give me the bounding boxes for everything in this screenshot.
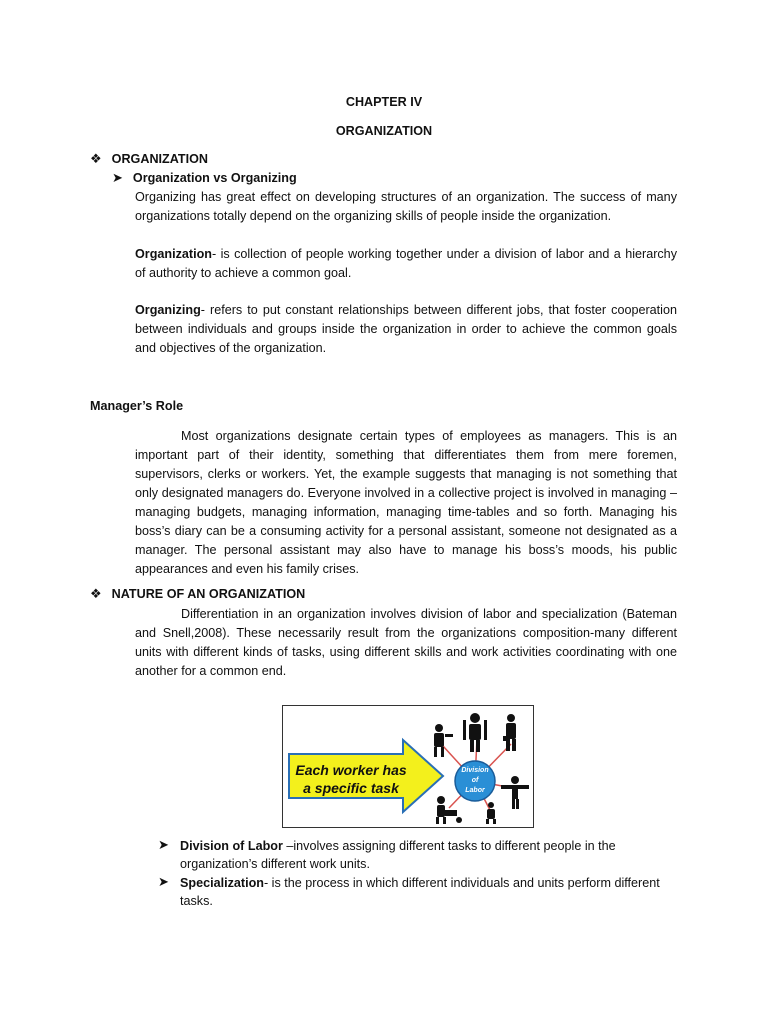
worker-cross-icon xyxy=(501,776,529,809)
definition-term: Organizing xyxy=(135,303,201,317)
nature-paragraph: Differentiation in an organization involves division of labor and specialization (Bateman and Snell,2008). These necessarily result from the organizations composition-many different units with different kinds of tasks, using different skills and work activities coordinating with one another for a common end. xyxy=(135,607,677,678)
definition-organization xyxy=(135,245,677,283)
definition-text: - is collection of people working together under a division of labor and a hierarchy of authority to achieve a common goal. xyxy=(135,247,677,280)
circle-text-line1: Division xyxy=(461,767,489,774)
division-of-labor-illustration xyxy=(283,706,533,827)
section-organization-label: ORGANIZATION xyxy=(111,152,208,166)
list-item-term: Specialization xyxy=(180,876,264,890)
list-item-body xyxy=(180,837,678,873)
chapter-title: ORGANIZATION xyxy=(335,124,433,138)
division-of-labor-figure xyxy=(282,705,534,828)
managers-role-paragraph: Most organizations designate certain types of employees as managers. This is an important part of their identity, something that differentiates them from mere foremen, supervisors, clerks or workers. Yet, the example suggests that managing is not something that only designated managers do. Everyone involved in a collective project is involved in managing – managing budgets, managing information, managing time-tables and so forth. Managing his boss’s diary can be a consuming activity for a personal assistant, someone not designated as a manager. The personal assistant may also have to manage his boss’s moods, his public appearances and even his family crises. xyxy=(135,429,677,576)
diamond-bullet-icon: ❖ xyxy=(90,152,102,167)
list-item-term: Division of Labor xyxy=(180,839,283,853)
arrow-bullet-icon: ➤ xyxy=(158,838,169,853)
arrow-text-line2: a specific task xyxy=(303,780,399,796)
definition-text: - refers to put constant relationships between different jobs, that foster cooperation between individuals and groups inside the organization in order to achieve the common goals and objectives of the organization. xyxy=(135,303,677,355)
worker-businessman-icon xyxy=(503,714,516,751)
list-item-text: - is the process in which different individuals and units perform different tasks. xyxy=(180,876,660,908)
list-item-body xyxy=(180,874,678,910)
list-item-division-of-labor xyxy=(158,837,678,873)
arrow-text-line1: Each worker has xyxy=(295,762,407,778)
worker-tools-icon xyxy=(463,713,487,752)
subheading-text: Organization vs Organizing xyxy=(132,171,297,185)
list-item-specialization xyxy=(158,874,678,910)
section-nature-bullet xyxy=(90,587,305,602)
circle-text-line2: of xyxy=(471,777,479,784)
section-organization-bullet xyxy=(90,152,208,167)
worker-mechanic-icon xyxy=(434,724,453,757)
intro-paragraph: Organizing has great effect on developing structures of an organization. The success of many organizations totally depend on the organizing skills of people inside the organization. xyxy=(135,190,677,223)
arrow-bullet-icon: ➤ xyxy=(112,171,123,186)
subheading-org-vs-organizing xyxy=(112,171,297,186)
section-nature-label: NATURE OF AN ORGANIZATION xyxy=(111,587,306,601)
diamond-bullet-icon: ❖ xyxy=(90,587,102,602)
arrow-bullet-icon: ➤ xyxy=(158,875,169,890)
worker-wheelbarrow-icon xyxy=(436,796,462,824)
managers-role-heading: Manager’s Role xyxy=(90,399,184,413)
circle-text-line3: Labor xyxy=(465,787,485,794)
list-item-text: –involves assigning different tasks to different people in the organization’s different work units. xyxy=(180,839,616,871)
definition-organizing xyxy=(135,301,677,358)
chapter-number: CHAPTER IV xyxy=(345,95,423,109)
definition-term: Organization xyxy=(135,247,212,261)
